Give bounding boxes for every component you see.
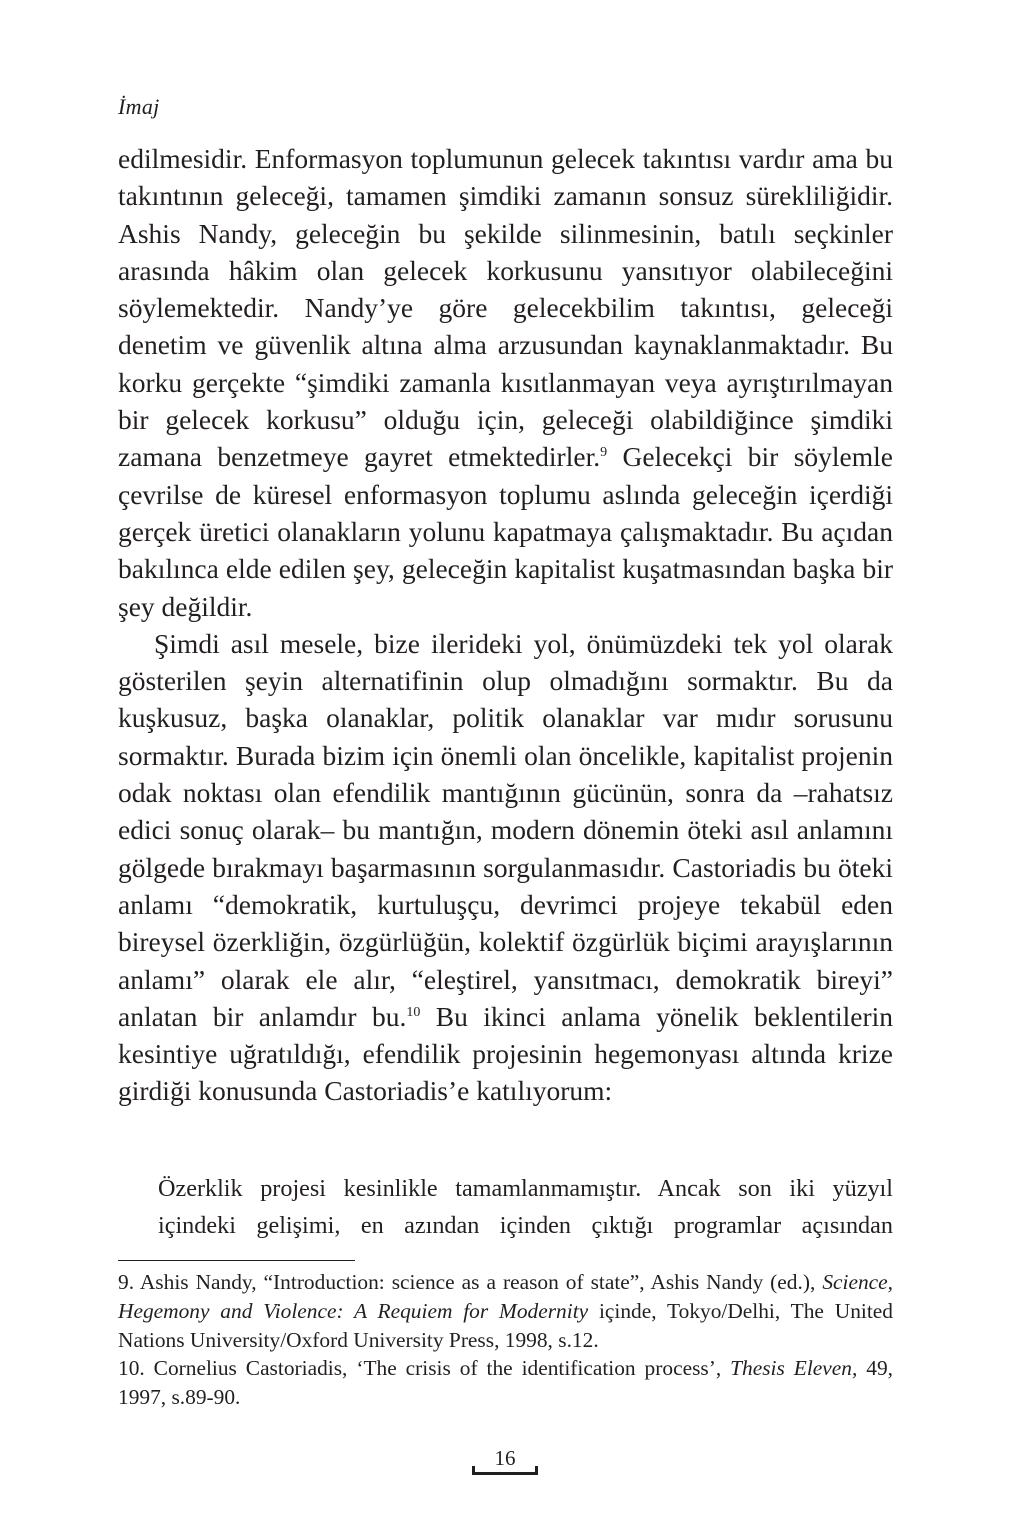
block-quote: Özerklik projesi kesinlikle tamamlanmamıştır. Ancak son iki yüzyıl içindeki gelişimi, en azından içinden çıktığı programlar açısından <box>158 1175 893 1239</box>
paragraph-text: Bu ikinci anlama yönelik beklentilerin kesintiye uğratıldığı, efendilik projesinin hegemonyası altında krize girdiği konusunda Castoriadis’e katılıyorum: <box>118 1000 894 1107</box>
paragraph-text: Şimdi asıl mesele, bize ilerideki yol, önümüzdeki tek yol olarak gösterilen şeyin alternatifinin olup olmadığını sormaktır. Bu da kuşkusuz, başka olanaklar, politik olanaklar var mıdır sorusunu sormaktır. Burada bizim için önemli olan öncelikle, kapitalist projenin odak noktası olan efendilik mantığının gücünün, sonra da –rahatsız edici sonuç olarak– bu mantığın, modern dönemin öteki asıl anlamını gölgede bırakmayı başarmasının sorgulanmasıdır. Castoriadis bu öteki anlamı “demokratik, kurtuluşçu, devrimci projeye tekabül eden bireysel özerkliğin, özgürlüğün, kolektif özgürlük biçimi arayışlarının anlamı” olarak ele alır, “eleştirel, yansıtmacı, demokratik bireyi” anlatan bir anlamdır bu. <box>118 627 893 1032</box>
footnote-divider <box>118 1260 355 1261</box>
footnote-journal-title: Thesis Eleven, <box>730 1356 858 1381</box>
footnote-text: içinde, Tokyo/Delhi, The United Nations University/Oxford University Press, 1998, s.12. <box>118 1298 893 1352</box>
running-title: İmaj <box>118 94 160 119</box>
footnotes <box>118 1268 893 1412</box>
paragraph <box>118 625 893 1110</box>
paragraph-text: Gelecekçi bir söylemle çevrilse de küresel enformasyon toplumu aslında geleceğin içerdiği gerçek üretici olanakların yolunu kapatmaya çalışmaktadır. Bu açıdan bakılınca elde edilen şey, geleceğin kapitalist kuşatmasından başka bir şey değildir. <box>118 441 894 622</box>
footnote-10 <box>118 1354 893 1412</box>
footnote-book-title: Science, Hegemony and Violence: A Requiem for Modernity <box>118 1270 893 1323</box>
main-text <box>118 140 893 1110</box>
page-number: 16 <box>472 1446 538 1475</box>
footnote-text: 9. Ashis Nandy, “Introduction: science as a reason of state”, Ashis Nandy (ed.), <box>118 1270 816 1294</box>
footnote-reference[interactable]: 10 <box>406 1004 421 1020</box>
footnote-reference[interactable]: 9 <box>600 445 608 461</box>
footnote-text: 10. Cornelius Castoriadis, ‘The crisis of the identification process’, <box>118 1356 722 1381</box>
paragraph-text: edilmesidir. Enformasyon toplumunun gelecek takıntısı vardır ama bu takıntının geleceği, tamamen şimdiki zamanın sonsuz sürekliliğidir. Ashis Nandy, geleceğin bu şekilde silinmesinin, batılı seçkinler arasında hâkim olan gelecek korkusunu yansıtıyor olabileceğini söylemektedir. Nandy’ye göre gelecekbilim takıntısı, geleceği denetim ve güvenlik altına alma arzusundan kaynaklanmaktadır. Bu korku gerçekte “şimdiki zamanla kısıtlanmayan veya ayrıştırılmayan bir gelecek korkusu” olduğu için, geleceği olabildiğince şimdiki zamana benzetmeye gayret etmektedirler. <box>118 143 893 473</box>
paragraph <box>118 140 893 625</box>
footnote-text: 49, 1997, s.89-90. <box>118 1356 893 1410</box>
footnote-9 <box>118 1268 893 1354</box>
